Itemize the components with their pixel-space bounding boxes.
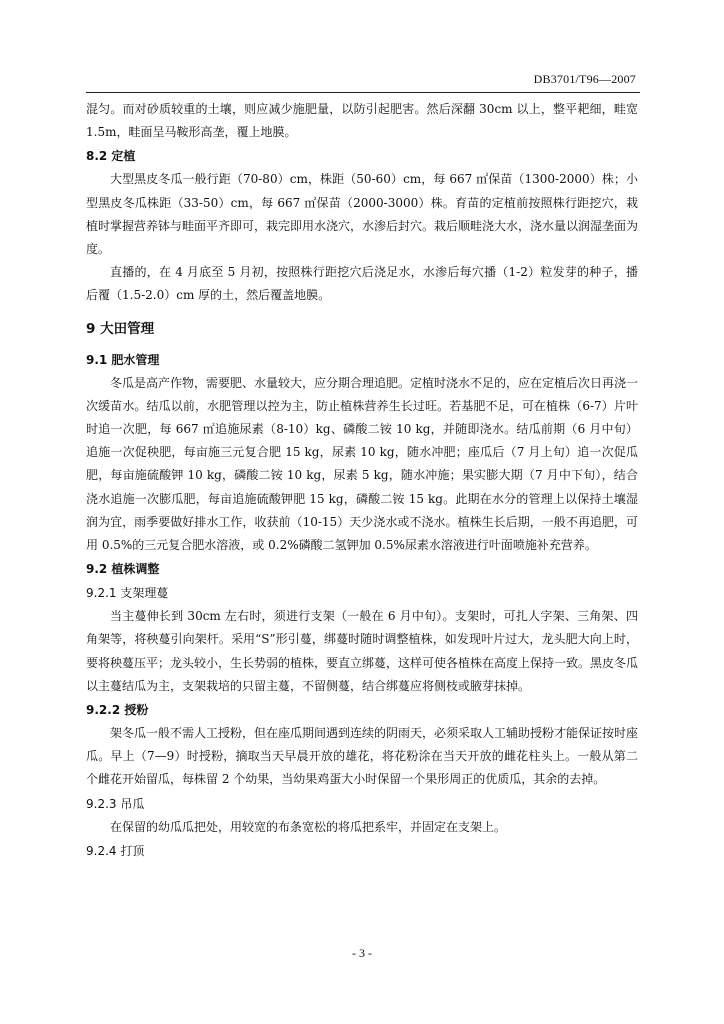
paragraph: 在保留的幼瓜瓜把处，用较宽的布条宽松的将瓜把系牢，并固定在支架上。 <box>110 819 507 834</box>
subsubsection-heading: 9.2.1 支架理蔓 <box>86 586 169 601</box>
subsubsection-heading: 9.2.3 吊瓜 <box>86 796 145 811</box>
subsection-heading: 9.2.2 授粉 <box>86 703 149 718</box>
subsection-heading: 9.1 肥水管理 <box>86 352 160 367</box>
paragraph: 冬瓜是高产作物，需要肥、水量较大，应分期合理追肥。定植时浇水不足的，应在定植后次日再浇一次缓苗水。结瓜以前，水肥管理以控为主，防止植株营养生长过旺。若基肥不足，可在植株（6-7）片叶时追一次肥，每 667 ㎡追施尿素（8-10）kg、磷酸二铵 10 kg，并随即浇水。结瓜前期（6 月中旬）追施一次促秧肥，每亩施三元复合肥 15 kg，尿素 10 kg，随水冲肥；座瓜后（7 月上旬）追一次促瓜肥，每亩施硫酸钾 10 kg，磷酸二铵 10 kg，尿素 5 kg，随水冲施；果实膨大期（7 月中下旬），结合浇水追施一次膨瓜肥，每亩追施硫酸钾肥 15 kg，磷酸二铵 15 kg。此期在水分的管理上以保持土壤湿润为宜，雨季要做好排水工作，收获前（10-15）天少浇水或不浇水。植株生长后期，一般不再追肥，可用 0.5%的三元复合肥水溶液，或 0.2%磷酸二氢钾加 0.5%尿素水溶液进行叶面喷施补充营养。 <box>86 375 639 553</box>
document-body <box>86 98 638 863</box>
standard-code: DB3701/T96—2007 <box>533 72 636 86</box>
page-number: - 3 - <box>352 946 372 960</box>
subsection-heading: 9.2 植株调整 <box>86 562 160 577</box>
subsection-heading: 8.2 定植 <box>86 149 136 164</box>
paragraph: 架冬瓜一般不需人工授粉，但在座瓜期间遇到连续的阴雨天，必须采取人工辅助授粉才能保证按时座瓜。早上（7—9）时授粉，摘取当天早晨开放的雄花，将花粉涂在当天开放的雌花柱头上。一般从第二个雌花开始留瓜，每株留 2 个幼果，当幼果鸡蛋大小时保留一个果形周正的优质瓜，其余的去掉。 <box>86 726 639 787</box>
paragraph: 大型黑皮冬瓜一般行距（70-80）cm，株距（50-60）cm，每 667 ㎡保苗（1300-2000）株；小型黑皮冬瓜株距（33-50）cm，每 667 ㎡保苗（2000-3000）株。育苗的定植前按照株行距挖穴，栽植时掌握营养钵与畦面平齐即可，栽完即用水浇穴，水渗后封穴。栽后顺畦浇大水，浇水量以润湿垄面为度。 <box>86 172 639 257</box>
paragraph: 混匀。而对砂质较重的土壤，则应减少施肥量，以防引起肥害。然后深翻 30cm 以上，整平耙细，畦宽 1.5m，畦面呈马鞍形高垄，覆上地膜。 <box>86 102 638 140</box>
paragraph: 直播的，在 4 月底至 5 月初，按照株行距挖穴后浇足水，水渗后每穴播（1-2）粒发芽的种子，播后覆（1.5-2.0）cm 厚的土，然后覆盖地膜。 <box>86 265 638 303</box>
header-rule <box>86 92 640 93</box>
section-heading: 9 大田管理 <box>86 320 155 337</box>
subsubsection-heading: 9.2.4 打顶 <box>86 843 145 858</box>
paragraph: 当主蔓伸长到 30cm 左右时，须进行支架（一般在 6 月中旬）。支架时，可扎人字架、三角架、四角架等，将秧蔓引向架杆。采用“S”形引蔓，绑蔓时随时调整植株，如发现叶片过大，龙头肥大向上时，要将秧蔓压平；龙头较小，生长势弱的植株，要直立绑蔓，这样可使各植株在高度上保持一致。黑皮冬瓜以主蔓结瓜为主，支架栽培的只留主蔓，不留侧蔓，结合绑蔓应将侧枝或腋芽抹掉。 <box>86 609 639 693</box>
